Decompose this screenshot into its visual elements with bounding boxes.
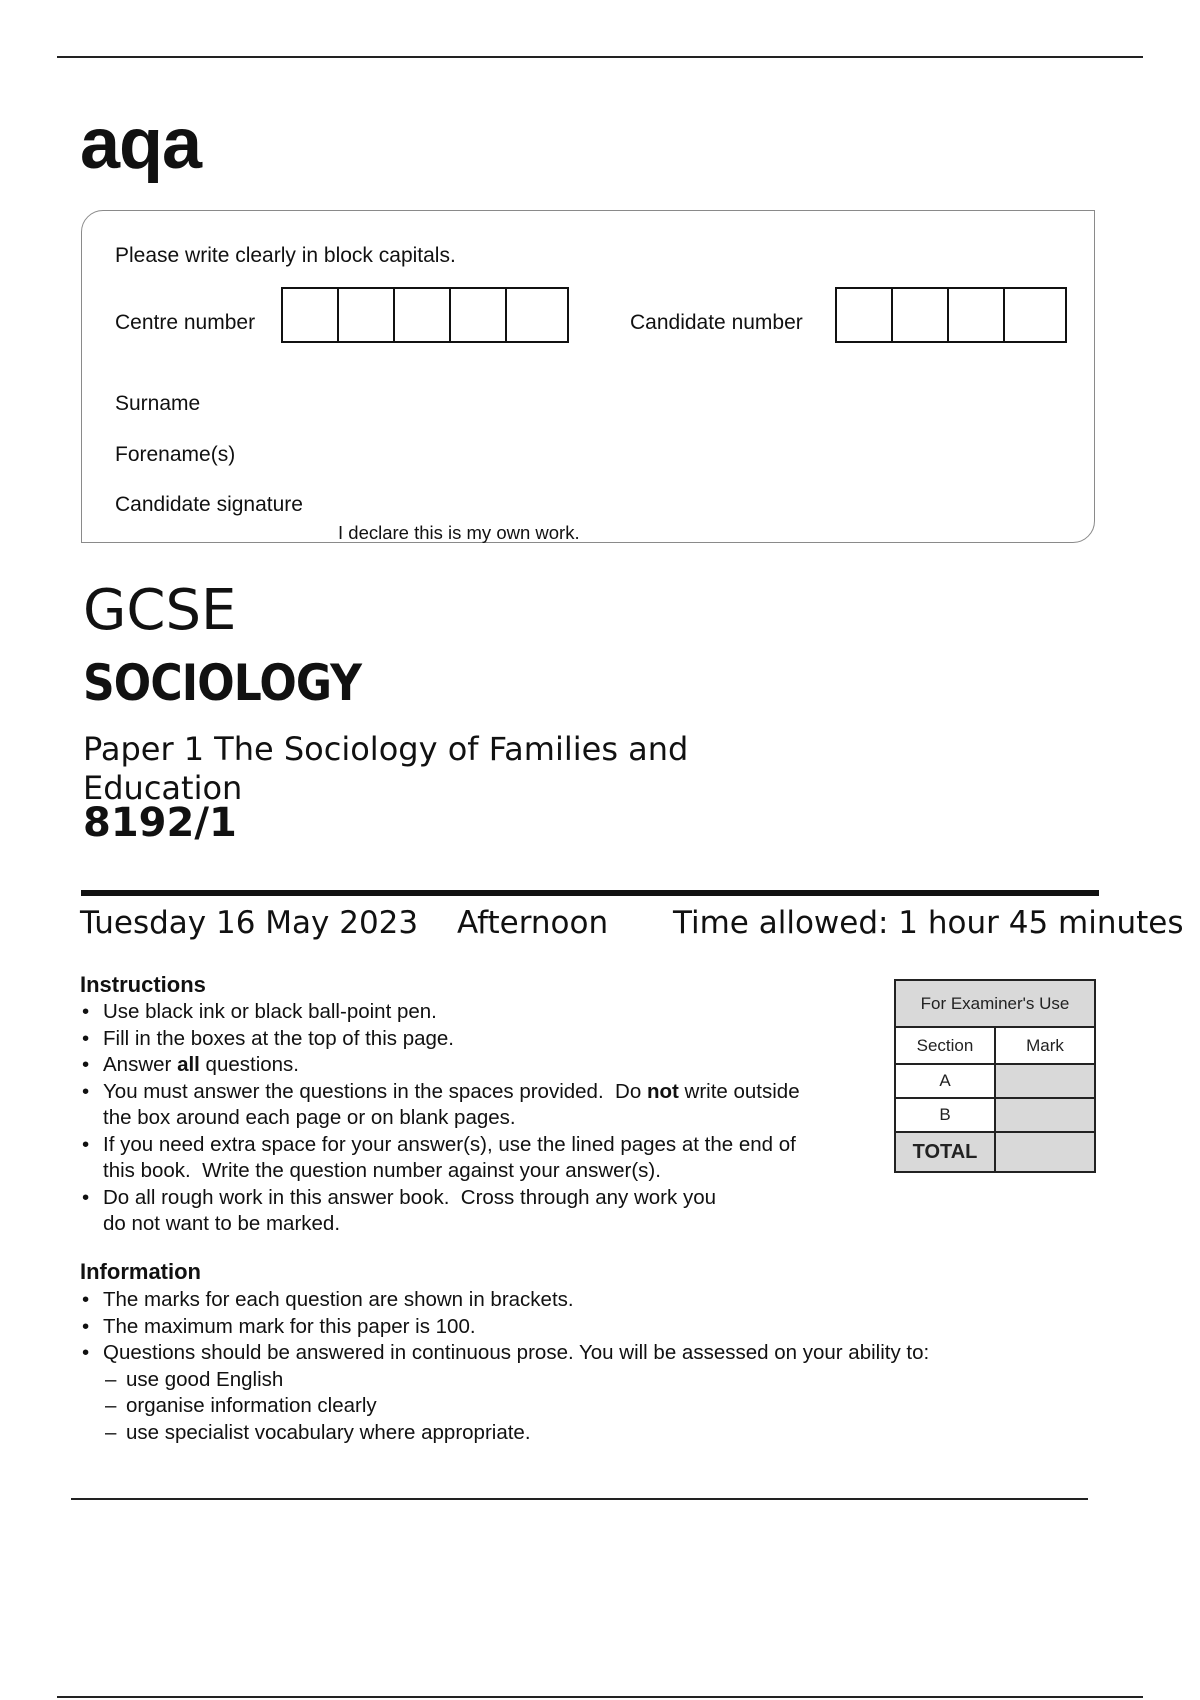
- exam-session: Afternoon: [457, 905, 609, 941]
- candidate-digit-box[interactable]: [893, 289, 949, 341]
- centre-number-label: Centre number: [115, 311, 256, 334]
- examiner-use-table: [894, 979, 1096, 1173]
- instructions-list: [80, 999, 870, 1238]
- section-cell: B: [895, 1098, 995, 1132]
- aqa-logo: aqa: [80, 104, 202, 184]
- list-item: • The maximum mark for this paper is 100.: [80, 1314, 1080, 1341]
- candidate-digit-box[interactable]: [949, 289, 1005, 341]
- candidate-details-box: [81, 210, 1095, 543]
- list-item: • Do all rough work in this answer book. Cross through any work you do not want to be marked.: [80, 1185, 870, 1238]
- instructions-heading: Instructions: [80, 972, 206, 997]
- total-mark-cell: [995, 1132, 1095, 1172]
- centre-number-boxes[interactable]: [281, 287, 569, 343]
- qualification-title: GCSE: [83, 578, 237, 643]
- exam-date: Tuesday 16 May 2023: [80, 905, 419, 941]
- information-heading: Information: [80, 1259, 201, 1284]
- signature-label: Candidate signature: [115, 493, 303, 516]
- mark-cell: [995, 1064, 1095, 1098]
- subject-title: SOCIOLOGY: [83, 654, 362, 712]
- centre-digit-box[interactable]: [451, 289, 507, 341]
- section-column-header: Section: [895, 1027, 995, 1064]
- sub-list-item: – use specialist vocabulary where appropriate.: [103, 1420, 1080, 1447]
- candidate-digit-box[interactable]: [837, 289, 893, 341]
- block-capitals-instruction: Please write clearly in block capitals.: [115, 244, 456, 267]
- total-label-cell: TOTAL: [895, 1132, 995, 1172]
- list-item: [80, 1340, 1080, 1446]
- paper-title: [83, 730, 743, 808]
- bottom-rule: [71, 1498, 1088, 1500]
- list-item: • Fill in the boxes at the top of this page.: [80, 1026, 870, 1053]
- centre-digit-box[interactable]: [507, 289, 563, 341]
- paper-name: The Sociology of Families and Education: [83, 730, 689, 807]
- assessment-criteria-list: [103, 1367, 1080, 1447]
- sub-list-item: – use good English: [103, 1367, 1080, 1394]
- surname-label: Surname: [115, 392, 201, 415]
- list-item: • Answer all questions.: [80, 1052, 870, 1079]
- bottom-edge-rule: [57, 1696, 1143, 1698]
- table-row: [895, 1098, 1095, 1132]
- top-rule: [57, 56, 1143, 58]
- list-item-text: Questions should be answered in continuous prose. You will be assessed on your ability to:: [103, 1341, 930, 1364]
- examiner-table-title: For Examiner's Use: [895, 980, 1095, 1027]
- forenames-label: Forename(s): [115, 443, 236, 466]
- declaration-text: I declare this is my own work.: [338, 522, 580, 543]
- list-item: • Use black ink or black ball-point pen.: [80, 999, 870, 1026]
- paper-code: 8192/1: [83, 800, 237, 846]
- section-cell: A: [895, 1064, 995, 1098]
- sub-list-item: – organise information clearly: [103, 1393, 1080, 1420]
- candidate-number-label: Candidate number: [630, 311, 803, 334]
- centre-digit-box[interactable]: [395, 289, 451, 341]
- information-list: [80, 1287, 1080, 1446]
- mark-cell: [995, 1098, 1095, 1132]
- list-item: • The marks for each question are shown in brackets.: [80, 1287, 1080, 1314]
- candidate-number-boxes[interactable]: [835, 287, 1067, 343]
- table-row: [895, 1064, 1095, 1098]
- title-rule: [81, 890, 1099, 896]
- list-item: • You must answer the questions in the spaces provided. Do not write outside the box around each page or on blank pages.: [80, 1079, 870, 1132]
- centre-digit-box[interactable]: [283, 289, 339, 341]
- candidate-digit-box[interactable]: [1005, 289, 1061, 341]
- time-allowed: Time allowed: 1 hour 45 minutes: [673, 905, 1184, 941]
- mark-column-header: Mark: [995, 1027, 1095, 1064]
- table-row: [895, 1132, 1095, 1172]
- paper-number: Paper 1: [83, 730, 205, 768]
- list-item: • If you need extra space for your answer(s), use the lined pages at the end of this book. Write the question number against your answer(s).: [80, 1132, 870, 1185]
- centre-digit-box[interactable]: [339, 289, 395, 341]
